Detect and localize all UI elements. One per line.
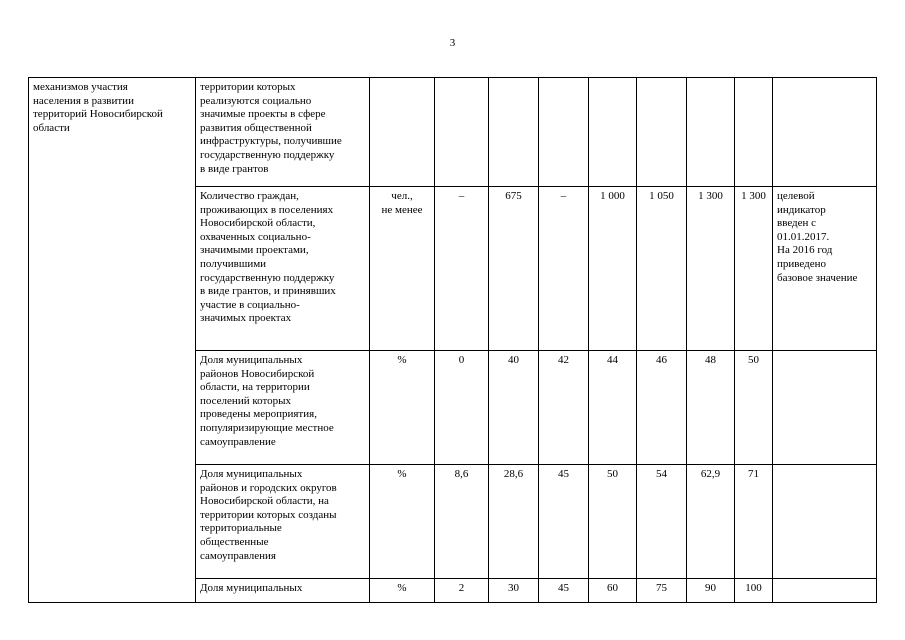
value-cell: 75	[637, 579, 687, 603]
note-cell: целевой индикатор введен с 01.01.2017. На 2016 год приведено базовое значение	[773, 187, 877, 351]
indicator-cell: Доля муниципальных районов и городских округов Новосибирской области, на территории которых созданы территориальные общественные самоуправления	[196, 465, 370, 579]
unit-cell: %	[370, 579, 435, 603]
note-cell	[773, 579, 877, 603]
value-cell: 30	[489, 579, 539, 603]
value-cell	[489, 78, 539, 187]
value-cell: 0	[435, 351, 489, 465]
value-cell	[687, 78, 735, 187]
value-cell	[637, 78, 687, 187]
table-row	[29, 78, 877, 187]
indicator-cell: Доля муниципальных	[196, 579, 370, 603]
value-cell: 40	[489, 351, 539, 465]
value-cell: 62,9	[687, 465, 735, 579]
value-cell: 8,6	[435, 465, 489, 579]
value-cell: 42	[539, 351, 589, 465]
unit-cell: %	[370, 465, 435, 579]
value-cell: 54	[637, 465, 687, 579]
value-cell	[435, 78, 489, 187]
indicator-cell: Доля муниципальных районов Новосибирской области, на территории поселений которых проведены мероприятия, популяризирующие местное самоуправление	[196, 351, 370, 465]
unit-cell	[370, 78, 435, 187]
value-cell: 45	[539, 465, 589, 579]
value-cell: 100	[735, 579, 773, 603]
value-cell: 50	[589, 465, 637, 579]
value-cell: 46	[637, 351, 687, 465]
value-cell: 45	[539, 579, 589, 603]
value-cell: 48	[687, 351, 735, 465]
value-cell: 1 300	[735, 187, 773, 351]
value-cell: 50	[735, 351, 773, 465]
goal-cell: механизмов участия населения в развитии территорий Новосибирской области	[29, 78, 196, 603]
value-cell: –	[539, 187, 589, 351]
value-cell: 675	[489, 187, 539, 351]
value-cell: 60	[589, 579, 637, 603]
value-cell: 28,6	[489, 465, 539, 579]
value-cell: 71	[735, 465, 773, 579]
indicators-table	[28, 77, 877, 603]
value-cell: 90	[687, 579, 735, 603]
unit-cell: чел., не менее	[370, 187, 435, 351]
note-cell	[773, 78, 877, 187]
value-cell: 2	[435, 579, 489, 603]
value-cell: 1 050	[637, 187, 687, 351]
value-cell: 1 000	[589, 187, 637, 351]
value-cell: 1 300	[687, 187, 735, 351]
indicator-cell: территории которых реализуются социально значимые проекты в сфере развития общественной инфраструктуры, получившие государственную поддержку в виде грантов	[196, 78, 370, 187]
note-cell	[773, 465, 877, 579]
value-cell	[735, 78, 773, 187]
value-cell	[589, 78, 637, 187]
note-cell	[773, 351, 877, 465]
value-cell: –	[435, 187, 489, 351]
unit-cell: %	[370, 351, 435, 465]
indicator-cell: Количество граждан, проживающих в поселениях Новосибирской области, охваченных социально- значимыми проектами, получившими государственную поддержку в виде грантов, и принявших участие в социально- значимых проектах	[196, 187, 370, 351]
value-cell	[539, 78, 589, 187]
value-cell: 44	[589, 351, 637, 465]
page-number: 3	[449, 37, 456, 49]
